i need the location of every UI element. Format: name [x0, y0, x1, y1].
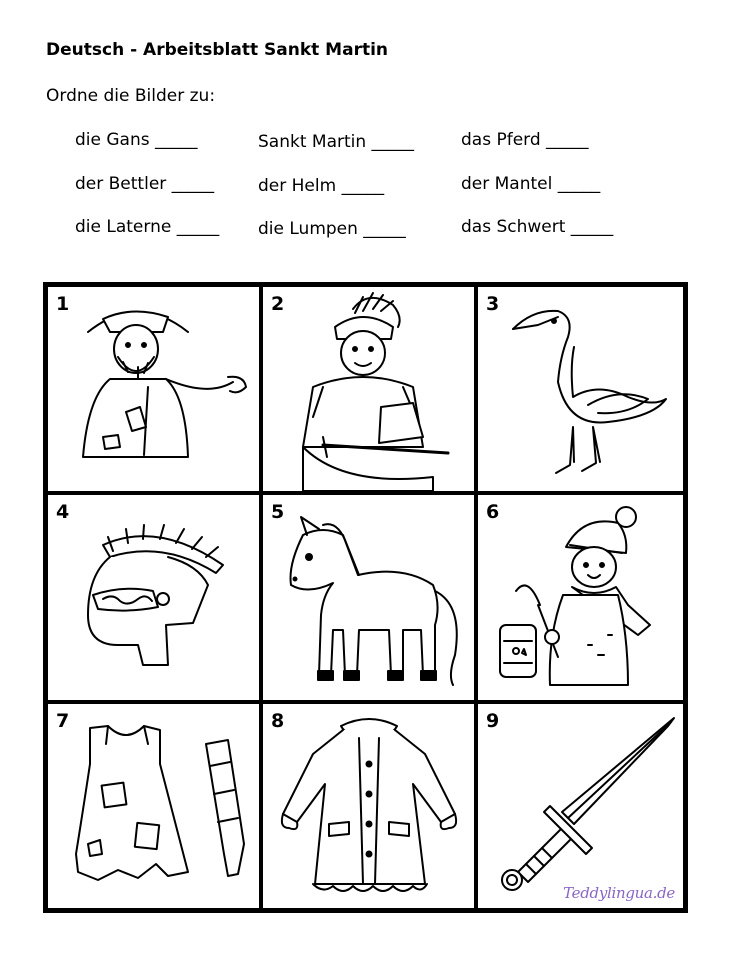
helmet-icon	[48, 495, 259, 700]
picture-cell-1	[46, 285, 261, 493]
picture-number: 2	[271, 293, 285, 315]
word-die-lumpen: die Lumpen _____	[258, 219, 406, 239]
instruction-text: Ordne die Bilder zu:	[46, 86, 216, 106]
goose-icon	[478, 287, 683, 491]
picture-number: 7	[56, 710, 70, 732]
beggar-icon	[48, 287, 259, 491]
word-sankt-martin: Sankt Martin _____	[258, 132, 415, 152]
cloak-icon	[263, 704, 474, 908]
picture-number: 3	[486, 293, 500, 315]
picture-cell-6	[476, 493, 685, 702]
picture-number: 1	[56, 293, 70, 315]
worksheet-title: Deutsch - Arbeitsblatt Sankt Martin	[46, 40, 389, 60]
teddylingua-logo: Teddylingua.de	[563, 884, 675, 902]
lantern-child-icon	[478, 495, 683, 700]
rags-icon	[48, 704, 259, 908]
word-der-bettler: der Bettler _____	[75, 174, 215, 194]
word-der-helm: der Helm _____	[258, 176, 385, 196]
word-der-mantel: der Mantel _____	[461, 174, 601, 194]
picture-cell-2	[261, 285, 476, 493]
picture-number: 6	[486, 501, 500, 523]
word-das-pferd: das Pferd _____	[461, 130, 589, 150]
picture-cell-7	[46, 702, 261, 910]
picture-number: 8	[271, 710, 285, 732]
word-das-schwert: das Schwert _____	[461, 217, 614, 237]
sword-icon	[478, 704, 683, 908]
saint-martin-icon	[263, 287, 474, 491]
picture-cell-4	[46, 493, 261, 702]
picture-number: 5	[271, 501, 285, 523]
horse-icon	[263, 495, 474, 700]
word-die-laterne: die Laterne _____	[75, 217, 220, 237]
picture-cell-5	[261, 493, 476, 702]
picture-number: 9	[486, 710, 500, 732]
word-die-gans: die Gans _____	[75, 130, 198, 150]
picture-cell-3	[476, 285, 685, 493]
picture-grid	[43, 282, 688, 913]
picture-cell-9	[476, 702, 685, 910]
picture-cell-8	[261, 702, 476, 910]
picture-number: 4	[56, 501, 70, 523]
